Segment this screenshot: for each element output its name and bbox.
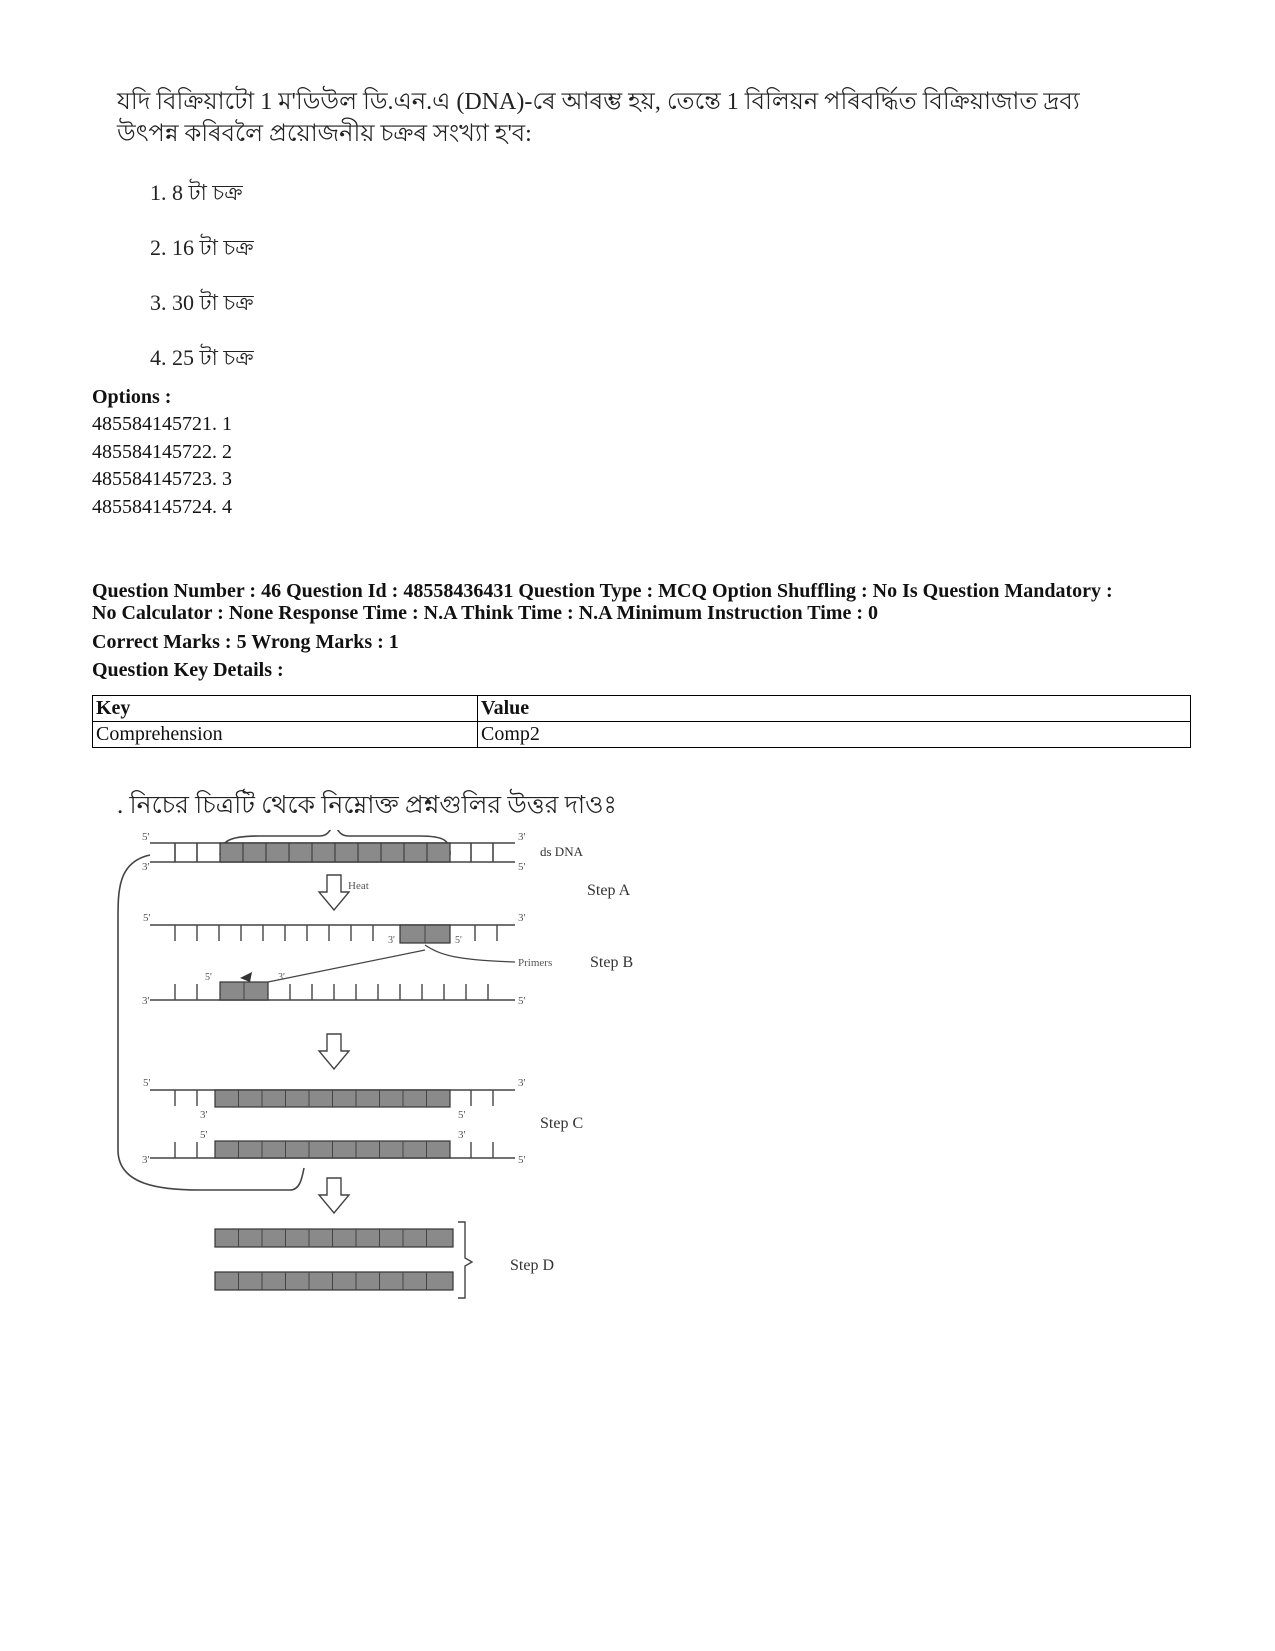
option-1: 485584145721. 1 — [92, 413, 232, 435]
option-3: 485584145723. 3 — [92, 468, 232, 490]
marks-line: Correct Marks : 5 Wrong Marks : 1 — [92, 631, 399, 653]
key-cell: Comprehension — [93, 722, 478, 748]
label-3prime-c: 3' — [518, 1077, 526, 1089]
key-details-label: Question Key Details : — [92, 659, 284, 681]
label-5prime-primer: 5' — [455, 935, 462, 946]
label-3prime-a: 3' — [142, 861, 150, 873]
key-table-header — [93, 696, 1191, 722]
question-meta-line1: Question Number : 46 Question Id : 48558436431 Question Type : MCQ Option Shuffling : No Is Question Mandatory : — [92, 580, 1113, 602]
heat-label: Heat — [348, 880, 369, 892]
key-table — [92, 695, 1191, 748]
label-3prime-a2: 3' — [518, 831, 526, 843]
label-3prime-primer2: 3' — [278, 972, 285, 983]
choice-1: 1. 8 টা চক্র — [150, 180, 243, 205]
step-c-label: Step C — [540, 1115, 584, 1132]
label-3prime-c2: 3' — [200, 1109, 208, 1121]
options-label: Options : — [92, 386, 172, 408]
label-5prime-primer2: 5' — [205, 972, 212, 983]
label-5prime-a2: 5' — [518, 861, 526, 873]
instruction-text: . নিচের চিত্রটি থেকে নিম্নোক্ত প্রশ্নগুলির উত্তর দাওঃ — [117, 792, 617, 819]
label-5prime-b2: 5' — [518, 995, 526, 1007]
label-5prime-a: 5' — [142, 831, 150, 843]
option-4: 485584145724. 4 — [92, 496, 232, 518]
label-5prime-c3: 5' — [200, 1129, 208, 1141]
step-d-label: Step D — [510, 1257, 554, 1274]
step-a-label: Step A — [587, 882, 631, 899]
option-2: 485584145722. 2 — [92, 441, 232, 463]
key-header: Key — [93, 696, 478, 722]
label-5prime-b: 5' — [143, 912, 151, 924]
choice-4: 4. 25 টা চক্র — [150, 345, 254, 370]
question-meta-line2: No Calculator : None Response Time : N.A Think Time : N.A Minimum Instruction Time : 0 — [92, 602, 878, 624]
question-text: যদি বিক্রিয়াটো 1 ম'ডিউল ডি.এন.এ (DNA)-ৰে আৰম্ভ হয়, তেন্তে 1 বিলিয়ন পৰিবৰ্দ্ধিত বিক্রিয়াজাত দ্ৰব্য উৎপন্ন কৰিবলৈ প্ৰয়োজনীয় চক্রৰ সংখ্যা হ'ব: — [117, 89, 1080, 147]
label-5prime-c2: 5' — [458, 1109, 466, 1121]
label-5prime-c: 5' — [143, 1077, 151, 1089]
label-5prime-c4: 5' — [518, 1154, 526, 1166]
label-3prime-c3: 3' — [458, 1129, 466, 1141]
label-3prime-c4: 3' — [142, 1154, 150, 1166]
label-3prime-primer: 3' — [388, 935, 395, 946]
step-b-label: Step B — [590, 954, 634, 971]
ds-dna-label: ds DNA — [540, 844, 583, 859]
label-3prime-b2: 3' — [142, 995, 150, 1007]
pcr-diagram — [110, 830, 670, 1350]
choice-3: 3. 30 টা চক্র — [150, 290, 254, 315]
choice-2: 2. 16 টা চক্র — [150, 235, 254, 260]
value-cell: Comp2 — [478, 722, 1191, 748]
label-3prime-b: 3' — [518, 912, 526, 924]
table-row — [93, 722, 1191, 748]
value-header: Value — [478, 696, 1191, 722]
primers-label: Primers — [518, 957, 553, 969]
